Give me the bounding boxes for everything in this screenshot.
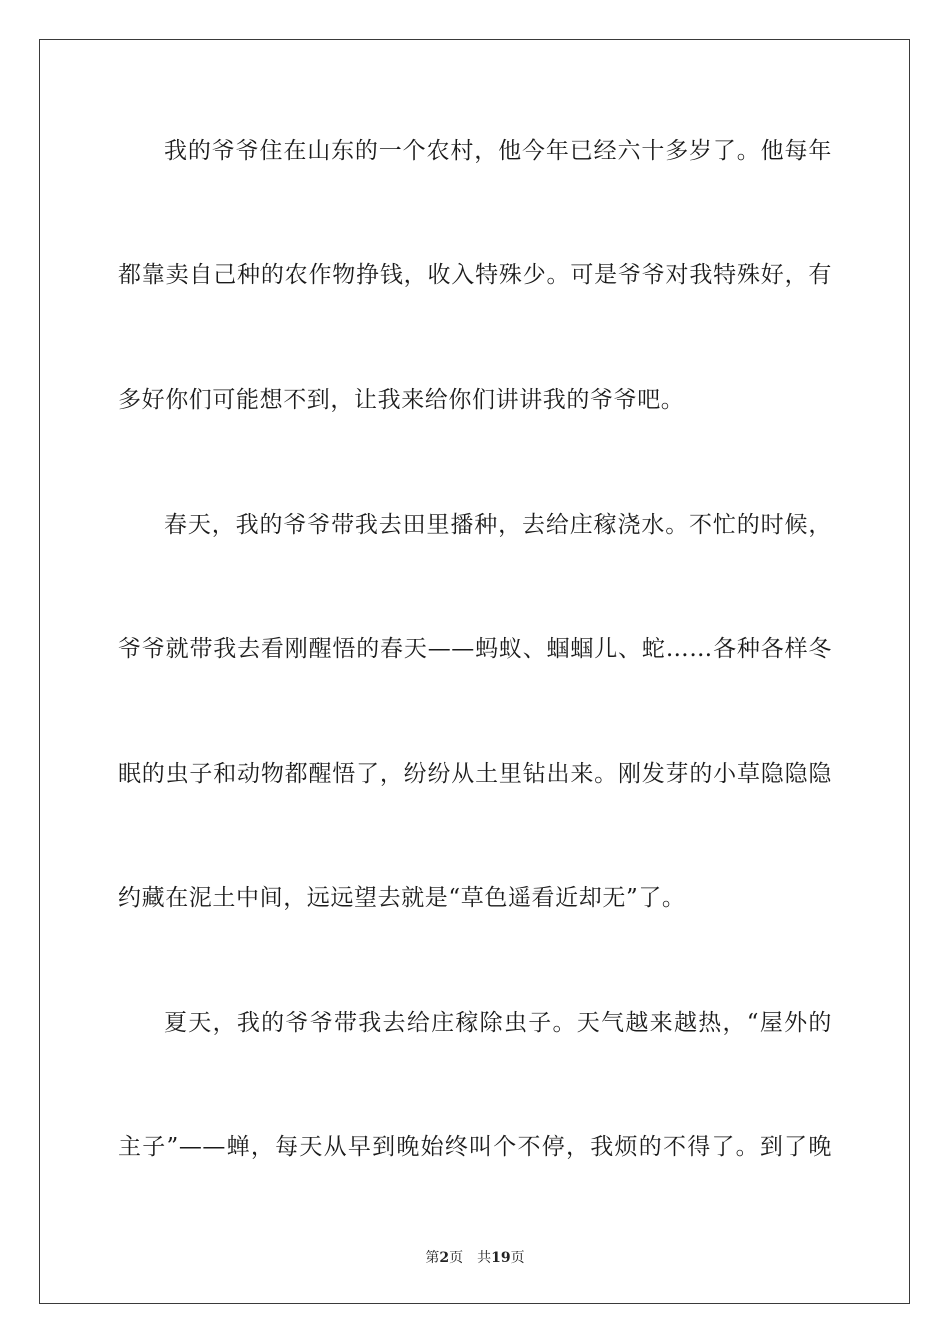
paragraph-2-line-3: 眠的虫子和动物都醒悟了，纷纷从土里钻出来。刚发芽的小草隐隐隐 <box>118 761 832 787</box>
total-prefix: 共 <box>477 1250 492 1266</box>
page-border <box>39 39 910 1304</box>
paragraph-1-line-2: 都靠卖自己种的农作物挣钱，收入特殊少。可是爷爷对我特殊好，有 <box>118 262 832 288</box>
page-suffix: 页 <box>449 1250 464 1266</box>
page-number: 2 <box>439 1250 450 1266</box>
total-suffix: 页 <box>510 1250 525 1266</box>
paragraph-2-line-1: 春天，我的爷爷带我去田里播种，去给庄稼浇水。不忙的时候， <box>164 512 832 538</box>
page-footer <box>0 1249 950 1267</box>
paragraph-3-line-2: 主子”——蝉，每天从早到晚始终叫个不停，我烦的不得了。到了晚 <box>118 1134 832 1160</box>
page-prefix: 第 <box>425 1250 440 1266</box>
paragraph-2-line-4: 约藏在泥土中间，远远望去就是“草色遥看近却无”了。 <box>118 885 686 911</box>
paragraph-1-line-3: 多好你们可能想不到，让我来给你们讲讲我的爷爷吧。 <box>118 387 685 413</box>
paragraph-1-line-1: 我的爷爷住在山东的一个农村，他今年已经六十多岁了。他每年 <box>164 138 832 164</box>
paragraph-2-line-2: 爷爷就带我去看刚醒悟的春天——蚂蚁、蝈蝈儿、蛇……各种各样冬 <box>118 636 832 662</box>
paragraph-3-line-1: 夏天，我的爷爷带我去给庄稼除虫子。天气越来越热，“屋外的 <box>164 1010 832 1036</box>
total-pages: 19 <box>491 1250 511 1266</box>
